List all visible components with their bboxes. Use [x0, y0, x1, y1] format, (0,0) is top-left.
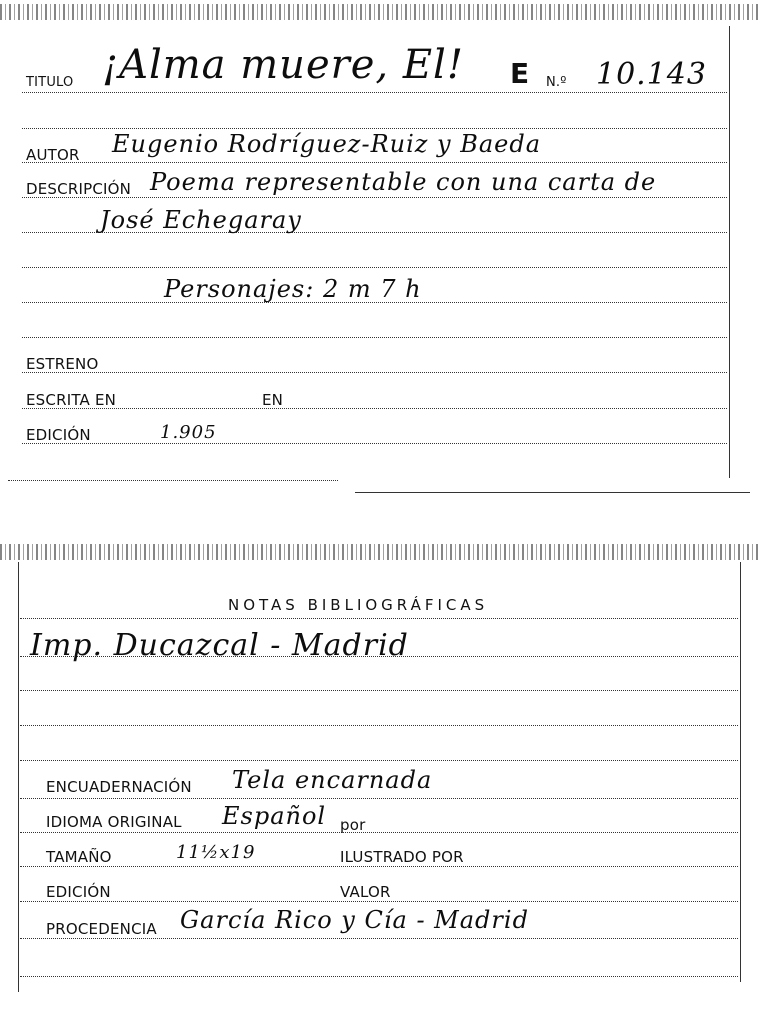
rule-line: [22, 128, 727, 129]
number-value: 10.143: [596, 57, 707, 92]
card-bottom-edge: [355, 492, 750, 493]
description-line2: José Echegaray: [100, 206, 302, 234]
rule-line: [22, 162, 727, 163]
rule-line: [22, 337, 727, 338]
personajes-value: Personajes: 2 m 7 h: [164, 275, 422, 303]
escrita-en-label: ESCRITA EN: [26, 391, 117, 409]
procedencia-label: PROCEDENCIA: [46, 920, 157, 938]
rule-line: [20, 618, 738, 619]
rule-line: [22, 267, 727, 268]
autor-label: AUTOR: [26, 146, 80, 164]
rule-line: [20, 760, 738, 761]
title-value: ¡Alma muere, El!: [102, 42, 464, 88]
stamp-letter-e: E: [510, 57, 530, 90]
encuadernacion-label: ENCUADERNACIÓN: [46, 778, 192, 796]
rule-line: [20, 938, 738, 939]
catalog-card-top: [0, 0, 759, 500]
rule-line: [20, 866, 738, 867]
number-label: N.º: [546, 75, 567, 90]
card-bottom-left-border: [18, 562, 19, 992]
edicion-year-value: 1.905: [160, 422, 217, 443]
rule-line: [22, 408, 727, 409]
idioma-original-label: IDIOMA ORIGINAL: [46, 813, 182, 831]
idioma-value: Español: [222, 802, 327, 830]
procedencia-value: García Rico y Cía - Madrid: [180, 906, 529, 934]
notes-line1: Imp. Ducazcal - Madrid: [30, 628, 409, 663]
catalog-card-bottom: [0, 540, 759, 1028]
rule-line: [8, 480, 338, 481]
card-bottom-torn-edge: [0, 544, 759, 560]
rule-line: [22, 92, 727, 93]
estreno-label: ESTRENO: [26, 355, 99, 373]
card-bottom-right-border: [740, 562, 741, 982]
rule-line: [22, 372, 727, 373]
edicion-label: EDICIÓN: [26, 426, 91, 444]
rule-line: [20, 725, 738, 726]
description-line1: Poema representable con una carta de: [150, 168, 657, 196]
rule-line: [22, 443, 727, 444]
tamano-value: 11½x19: [176, 842, 256, 863]
rule-line: [20, 798, 738, 799]
ilustrado-por-label: ILUSTRADO POR: [340, 848, 464, 866]
notas-heading: NOTAS BIBLIOGRÁFICAS: [228, 596, 489, 614]
rule-line: [20, 901, 738, 902]
author-value: Eugenio Rodríguez-Ruiz y Baeda: [112, 130, 542, 158]
rule-line: [20, 976, 738, 977]
valor-label: VALOR: [340, 883, 391, 901]
card-top-right-border: [729, 26, 730, 478]
descripcion-label: DESCRIPCIÓN: [26, 180, 132, 198]
encuadernacion-value: Tela encarnada: [232, 766, 433, 794]
por-label: por: [340, 816, 366, 834]
edicion-label-bottom: EDICIÓN: [46, 883, 111, 901]
card-top-torn-edge: [0, 4, 759, 20]
titulo-label: TITULO: [26, 75, 74, 90]
en-label: EN: [262, 391, 284, 409]
rule-line: [20, 832, 738, 833]
rule-line: [20, 690, 738, 691]
tamano-label: TAMAÑO: [46, 848, 112, 866]
